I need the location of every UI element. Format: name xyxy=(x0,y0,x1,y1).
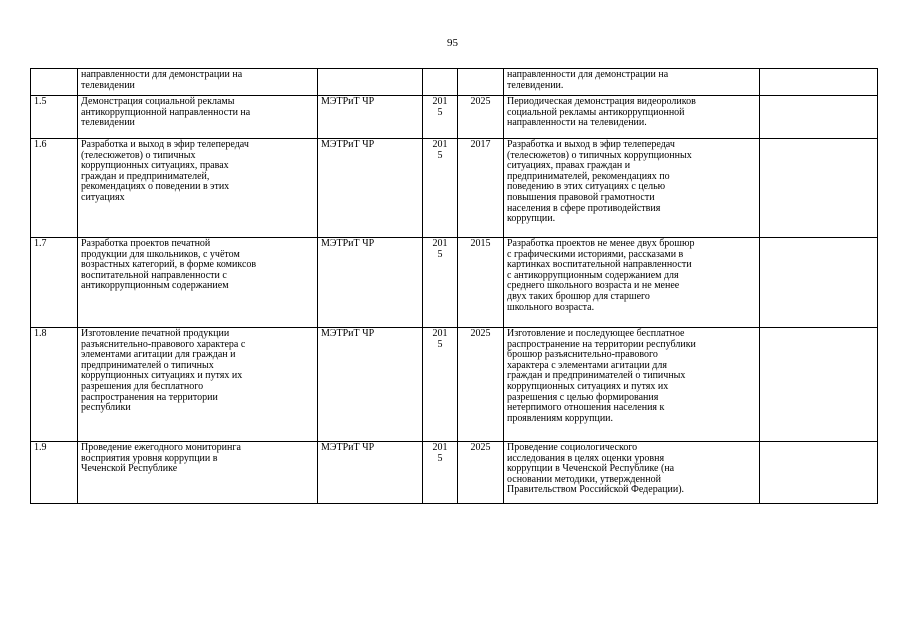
start-year-cell xyxy=(423,328,458,442)
end-year-cell xyxy=(458,69,504,96)
row-number: 1.6 xyxy=(34,139,47,150)
page-number: 95 xyxy=(447,37,458,49)
executor-text: МЭТРиТ ЧР xyxy=(321,238,375,249)
executor-text: МЭТРиТ ЧР xyxy=(321,328,375,339)
start-year: 201 5 xyxy=(432,442,448,464)
row-number-cell xyxy=(31,96,78,139)
activity-cell xyxy=(78,442,318,504)
note-cell xyxy=(760,442,878,504)
row-number: 1.8 xyxy=(34,328,47,339)
executor-cell xyxy=(318,328,423,442)
expected-result-text: Проведение социологического исследования в целях оценки уровня коррупции в Чеченской Республике (на основании методики, утвержденной Правительством Российской Федерации). xyxy=(507,442,685,496)
table-row xyxy=(31,238,878,328)
activity-text: Демонстрация социальной рекламы антикоррупционной направленности на телевидении xyxy=(81,96,251,129)
table-row xyxy=(31,96,878,139)
note-cell xyxy=(760,238,878,328)
end-year-cell xyxy=(458,96,504,139)
row-number-cell xyxy=(31,69,78,96)
start-year-cell xyxy=(423,69,458,96)
executor-cell xyxy=(318,442,423,504)
start-year-cell xyxy=(423,96,458,139)
activity-cell xyxy=(78,69,318,96)
end-year-cell xyxy=(458,238,504,328)
activity-plan-table xyxy=(30,68,878,504)
row-number-cell xyxy=(31,328,78,442)
expected-result-cell xyxy=(504,328,760,442)
activity-text: направленности для демонстрации на телевидении xyxy=(81,69,243,91)
executor-text: МЭТРиТ ЧР xyxy=(321,139,375,150)
activity-cell xyxy=(78,139,318,238)
executor-cell xyxy=(318,238,423,328)
start-year: 201 5 xyxy=(432,139,448,161)
expected-result-cell xyxy=(504,238,760,328)
executor-cell xyxy=(318,96,423,139)
end-year: 2015 xyxy=(470,238,491,249)
expected-result-cell xyxy=(504,69,760,96)
expected-result-text: направленности для демонстрации на телевидении. xyxy=(507,69,669,91)
executor-cell xyxy=(318,139,423,238)
executor-cell xyxy=(318,69,423,96)
row-number: 1.9 xyxy=(34,442,47,453)
end-year: 2025 xyxy=(470,96,491,107)
end-year: 2025 xyxy=(470,328,491,339)
expected-result-cell xyxy=(504,96,760,139)
activity-text: Разработка и выход в эфир телепередач (телесюжетов) о типичных коррупционных ситуациях, правах граждан и предпринимателей, рекомендациях о поведении в этих ситуациях xyxy=(81,139,249,203)
table-row xyxy=(31,69,878,96)
end-year-cell xyxy=(458,442,504,504)
activity-text: Разработка проектов печатной продукции для школьников, с учётом возрастных категорий, в форме комиксов воспитательной направленности с антикоррупционным содержанием xyxy=(81,238,257,292)
row-number-cell xyxy=(31,442,78,504)
start-year-cell xyxy=(423,238,458,328)
expected-result-text: Изготовление и последующее бесплатное распространение на территории республики брошюр разъяснительно-правового характера с элементами агитации для граждан и предпринимателей о типичных коррупционных ситуациях и путях их разрешения с целью формирования нетерпимого отношения населения к проявлениям коррупции. xyxy=(507,328,696,424)
end-year-cell xyxy=(458,139,504,238)
expected-result-cell xyxy=(504,139,760,238)
start-year: 201 5 xyxy=(432,238,448,260)
table-row xyxy=(31,442,878,504)
activity-text: Проведение ежегодного мониторинга восприятия уровня коррупции в Чеченской Республике xyxy=(81,442,241,475)
start-year-cell xyxy=(423,442,458,504)
expected-result-text: Разработка проектов не менее двух брошюр с графическими историями, рассказами в картинках воспитательной направленности с антикоррупционным содержанием для среднего школьного возраста и не менее двух таких брошюр для старшего школьного возраста. xyxy=(507,238,695,313)
note-cell xyxy=(760,69,878,96)
end-year: 2025 xyxy=(470,442,491,453)
start-year-cell xyxy=(423,139,458,238)
expected-result-text: Периодическая демонстрация видеороликов социальной рекламы антикоррупционной направленности на телевидении. xyxy=(507,96,696,129)
table-row xyxy=(31,139,878,238)
row-number-cell xyxy=(31,139,78,238)
row-number: 1.7 xyxy=(34,238,47,249)
start-year: 201 5 xyxy=(432,328,448,350)
expected-result-cell xyxy=(504,442,760,504)
row-number-cell xyxy=(31,238,78,328)
executor-text: МЭТРиТ ЧР xyxy=(321,96,375,107)
note-cell xyxy=(760,139,878,238)
note-cell xyxy=(760,96,878,139)
note-cell xyxy=(760,328,878,442)
start-year: 201 5 xyxy=(432,96,448,118)
activity-text: Изготовление печатной продукции разъяснительно-правового характера с элементами агитации для граждан и предпринимателей о типичных коррупционных ситуациях и путях их разрешения для бесплатного распространения на территории республики xyxy=(81,328,246,414)
executor-text: МЭТРиТ ЧР xyxy=(321,442,375,453)
end-year: 2017 xyxy=(470,139,491,150)
activity-cell xyxy=(78,238,318,328)
activity-cell xyxy=(78,328,318,442)
activity-cell xyxy=(78,96,318,139)
row-number: 1.5 xyxy=(34,96,47,107)
table-row xyxy=(31,328,878,442)
expected-result-text: Разработка и выход в эфир телепередач (телесюжетов) о типичных коррупционных ситуациях, правах граждан и предпринимателей, рекомендациях по поведению в этих ситуациях с целью повышения правовой грамотности населения в сфере противодействия коррупции. xyxy=(507,139,692,225)
end-year-cell xyxy=(458,328,504,442)
